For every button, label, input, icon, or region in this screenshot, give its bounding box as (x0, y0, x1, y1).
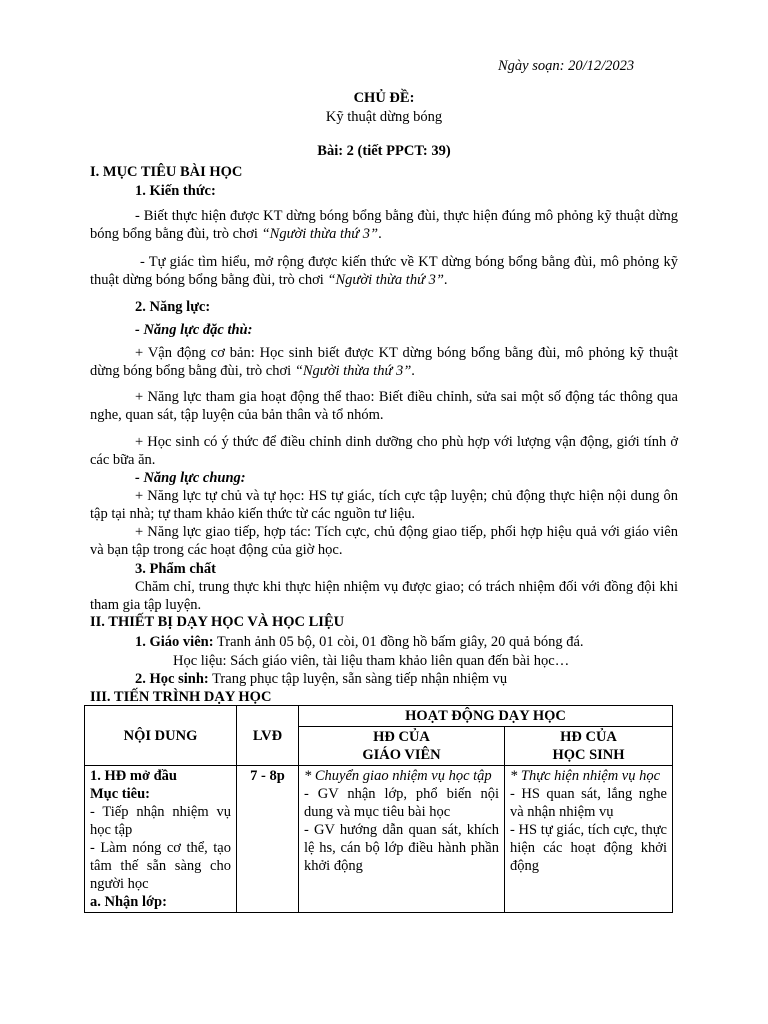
topic-label: CHỦ ĐỀ: (353, 90, 415, 106)
section-2-heading: II. THIẾT BỊ DẠY HỌC VÀ HỌC LIỆU (90, 614, 345, 630)
student-text: Trang phục tập luyện, sẵn sàng tiếp nhận nhiệm vụ (208, 671, 508, 687)
header-activity: HOẠT ĐỘNG DẠY HỌC (299, 706, 673, 727)
teacher-label: 1. Giáo viên: (135, 634, 214, 650)
content-title: 1. HĐ mở đầu (90, 768, 177, 784)
knowledge-paragraph-1 (90, 207, 678, 243)
section-3-heading: III. TIẾN TRÌNH DẠY HỌC (90, 689, 272, 705)
header-student-line-2: HỌC SINH (552, 747, 625, 763)
header-student-line-1: HĐ CỦA (560, 729, 617, 745)
game-name: “Người thừa thứ 3” (294, 363, 412, 379)
specific-paragraph-3: + Học sinh có ý thức để điều chỉnh dinh dưỡng cho phù hợp với lượng vận động, giới tính ở các bữa ăn. (90, 434, 678, 468)
teacher-task-item: - GV nhận lớp, phổ biến nội dung và mục tiêu bài học (304, 786, 499, 820)
specific-p1-end: . (411, 363, 415, 379)
knowledge-p1-text: - Biết thực hiện được KT dừng bóng bổng bằng đùi, thực hiện đúng mô phỏng kỹ thuật dừng bóng bổng bằng đùi, trò chơi (90, 208, 678, 242)
header-teacher (299, 727, 505, 766)
student-task-item: - HS tự giác, tích cực, thực hiện các hoạt động khởi động (510, 822, 667, 874)
learning-materials: Học liệu: Sách giáo viên, tài liệu tham khảo liên quan đến bài học… (173, 653, 570, 669)
lesson-table (84, 705, 673, 913)
knowledge-p2-text: - Tự giác tìm hiểu, mở rộng được kiến thức về KT dừng bóng bổng bằng đùi, mô phỏng kỹ thuật dừng bóng bổng bằng đùi, trò chơi (90, 254, 678, 288)
teacher-equipment (135, 633, 584, 651)
date-prepared: Ngày soạn: 20/12/2023 (498, 58, 635, 74)
knowledge-p2-end: . (443, 272, 448, 288)
goal-item: - Tiếp nhận nhiệm vụ học tập (90, 804, 231, 838)
general-competence-heading: - Năng lực chung: (135, 470, 246, 486)
topic-name: Kỹ thuật dừng bóng (325, 109, 443, 125)
specific-paragraph-1 (90, 344, 678, 380)
row-lvd-cell: 7 - 8p (237, 766, 299, 913)
header-teacher-line-1: HĐ CỦA (373, 729, 430, 745)
row-content-cell (85, 766, 237, 913)
row-teacher-cell (299, 766, 505, 913)
specific-p1-text: + Vận động cơ bản: Học sinh biết được KT dừng bóng bổng bằng đùi, mô phỏng kỹ thuật dừng bóng bổng bằng đùi, trò chơi (90, 345, 678, 379)
header-student (505, 727, 673, 766)
header-content: NỘI DUNG (85, 706, 237, 766)
teacher-task-item: - GV hướng dẫn quan sát, khích lệ hs, cán bộ lớp điều hành phần khởi động (304, 822, 499, 874)
goal-label: Mục tiêu: (90, 786, 150, 802)
quality-paragraph: Chăm chỉ, trung thực khi thực hiện nhiệm vụ được giao; có trách nhiệm đối với đồng đội khi tham gia tập luyện. (90, 579, 678, 613)
general-paragraph-2: + Năng lực giao tiếp, hợp tác: Tích cực, chủ động giao tiếp, phối hợp hiệu quả với giáo viên và bạn tập trong các hoạt động của giờ học. (90, 524, 678, 558)
game-name: “Người thừa thứ 3” (327, 272, 444, 288)
header-teacher-line-2: GIÁO VIÊN (362, 747, 441, 763)
quality-heading: 3. Phẩm chất (135, 561, 216, 577)
knowledge-paragraph-2 (90, 253, 678, 289)
header-lvd: LVĐ (237, 706, 299, 766)
student-task-item: - HS quan sát, lắng nghe và nhận nhiệm vụ (510, 786, 667, 820)
competence-heading: 2. Năng lực: (135, 299, 211, 315)
teacher-task-title: * Chuyển giao nhiệm vụ học tập (304, 768, 492, 784)
general-paragraph-1: + Năng lực tự chủ và tự học: HS tự giác, tích cực tập luyện; chủ động thực hiện nội dung ôn tập tại nhà; tự tham khảo kiến thức từ các nguồn tư liệu. (90, 488, 678, 522)
game-name: “Người thừa thứ 3” (261, 226, 379, 242)
knowledge-heading: 1. Kiến thức: (135, 183, 216, 199)
goal-item: - Làm nóng cơ thể, tạo tâm thế sẵn sàng cho người học (90, 840, 231, 892)
student-task-title: * Thực hiện nhiệm vụ học (510, 768, 661, 784)
specific-competence-heading: - Năng lực đặc thù: (135, 322, 253, 338)
knowledge-p1-end: . (378, 226, 382, 242)
section-1-heading: I. MỤC TIÊU BÀI HỌC (90, 164, 243, 180)
row-student-cell (505, 766, 673, 913)
lesson-title: Bài: 2 (tiết PPCT: 39) (317, 143, 451, 159)
sub-activity-a: a. Nhận lớp: (90, 894, 167, 910)
student-label: 2. Học sinh: (135, 671, 209, 687)
student-equipment (135, 670, 507, 688)
specific-paragraph-2: + Năng lực tham gia hoạt động thể thao: Biết điều chỉnh, sửa sai một số động tác thông qua nghe, quan sát, tập luyện của bản thân và tổ nhóm. (90, 389, 678, 423)
teacher-text: Tranh ảnh 05 bộ, 01 còi, 01 đồng hồ bấm giây, 20 quả bóng đá. (213, 634, 584, 650)
